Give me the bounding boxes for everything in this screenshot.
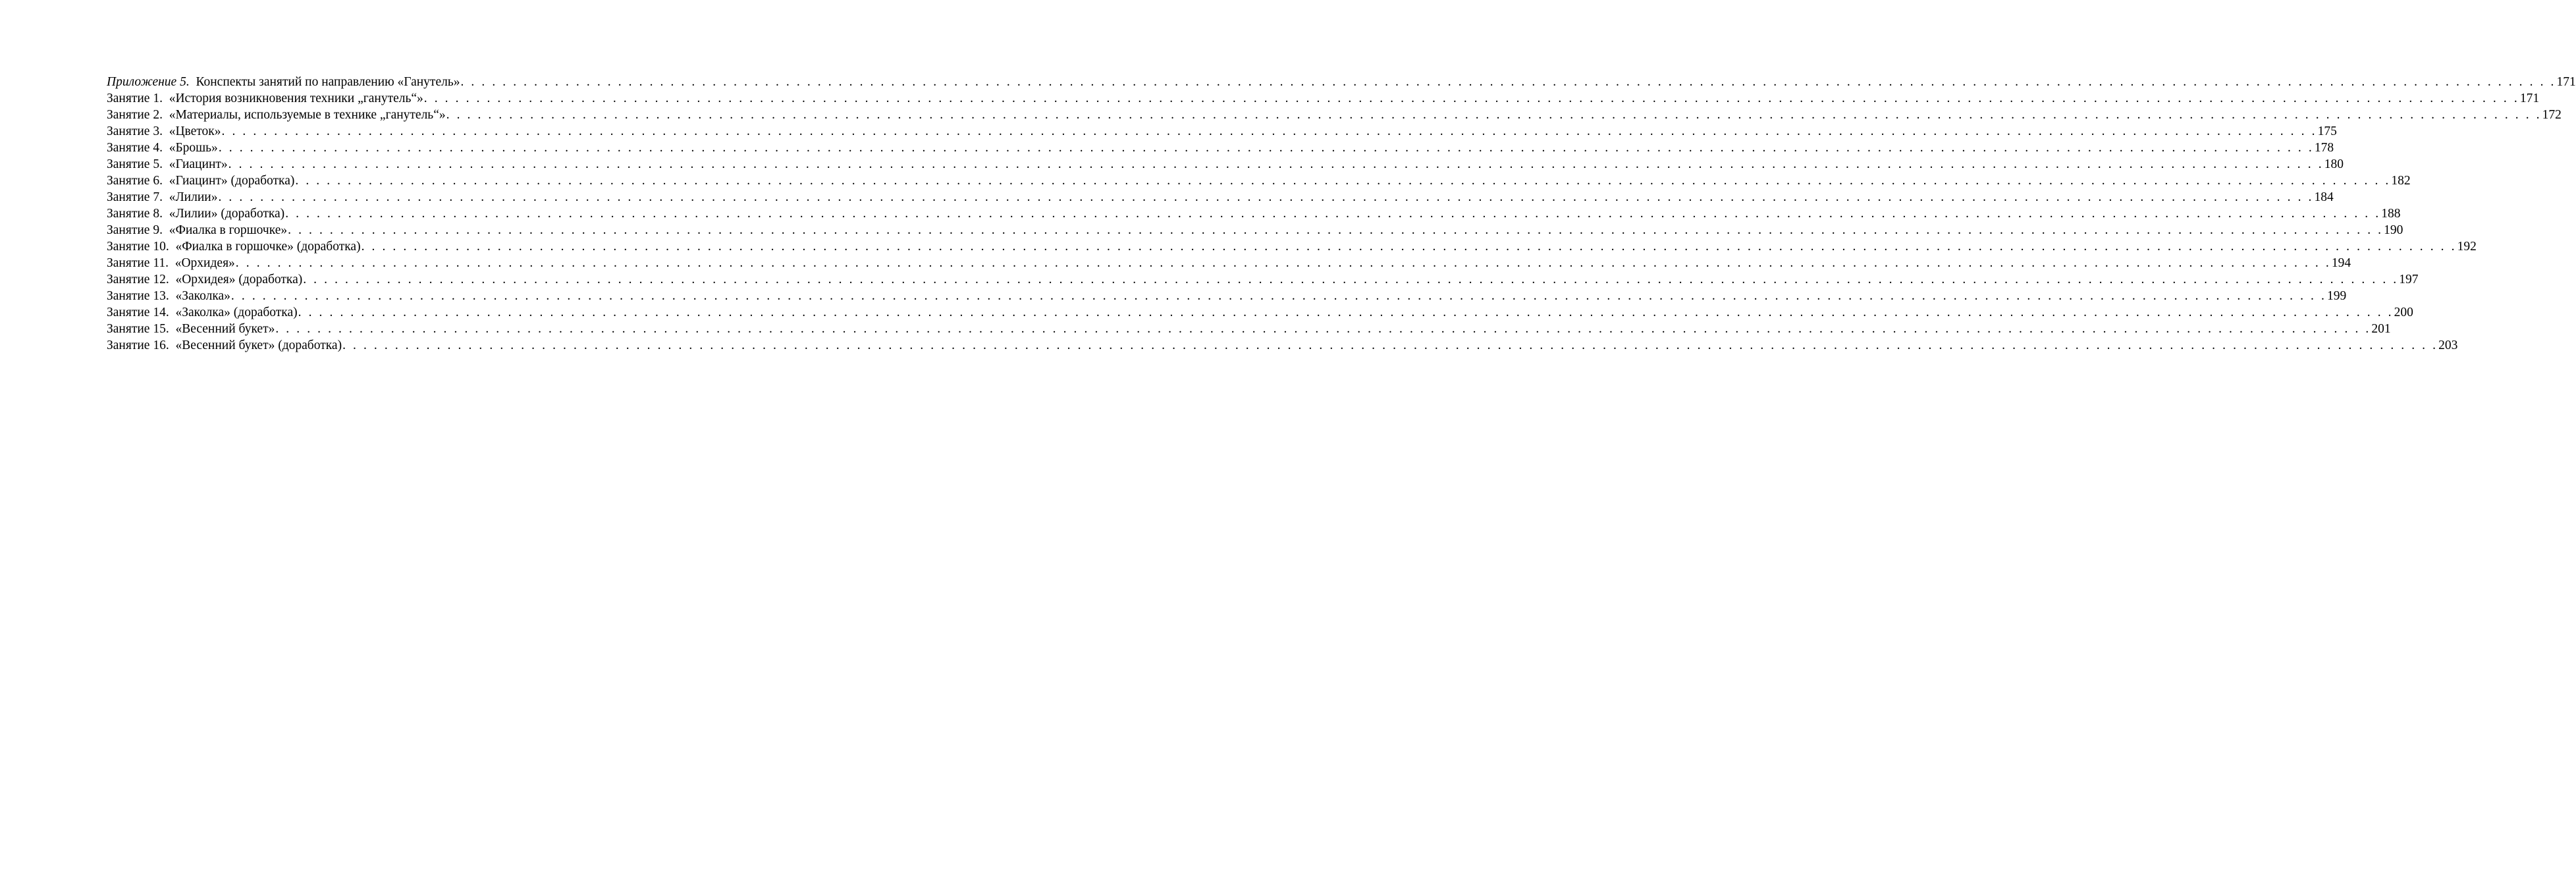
toc-entry-title bbox=[107, 140, 218, 156]
toc-entry-title bbox=[107, 288, 230, 304]
toc-entry-page-number: 188 bbox=[2381, 207, 2401, 221]
toc-entry-page-number: 200 bbox=[2394, 306, 2413, 319]
toc-entry bbox=[107, 156, 2344, 173]
toc-entry-number: Занятие 3. bbox=[107, 124, 163, 138]
toc-entry-title bbox=[107, 321, 275, 337]
toc-entry-text: «Весенний букет» bbox=[175, 322, 275, 336]
toc-entry-page-number: 197 bbox=[2399, 273, 2419, 286]
dot-leader: . . . . . . . . . . . . . . . . . . . . . . . . . . . . . . . . . . . . . . . . . . . . . . . . . . . . . . . . . . . . . . . . . . . . . . . . . . . . . . . . . . . . . . . . . . . . . . . . . . . . . . . . . . . . . . . . . . . . . . . . . . . . . . . . . . . . . . . . . . . . . . . . . . . . . . . . . . . . . . . . . . . . . . . . . . . . . . . . . . . . . . . . . . . . . . . . . . . . . . . . bbox=[288, 223, 2384, 237]
toc-entry-title bbox=[107, 255, 235, 271]
toc-entry-title bbox=[107, 189, 217, 205]
toc-entry-text: «Брошь» bbox=[169, 141, 218, 155]
toc-entry-number: Занятие 7. bbox=[107, 190, 163, 204]
toc-entry-number: Занятие 13. bbox=[107, 289, 169, 303]
table-of-contents bbox=[107, 74, 2576, 354]
dot-leader: . . . . . . . . . . . . . . . . . . . . . . . . . . . . . . . . . . . . . . . . . . . . . . . . . . . . . . . . . . . . . . . . . . . . . . . . . . . . . . . . . . . . . . . . . . . . . . . . . . . . . . . . . . . . . . . . . . . . . . . . . . . . . . . . . . . . . . . . . . . . . . . . . . . . . . . . . . . . . . . . . . . . . . . . . . . . . . . . . . . . . . . . . . . . . . . . . . . . . . . . bbox=[303, 273, 2399, 286]
toc-entry-title bbox=[107, 238, 361, 255]
toc-entry-number: Занятие 4. bbox=[107, 141, 163, 155]
toc-entry-title bbox=[107, 107, 446, 123]
dot-leader: . . . . . . . . . . . . . . . . . . . . . . . . . . . . . . . . . . . . . . . . . . . . . . . . . . . . . . . . . . . . . . . . . . . . . . . . . . . . . . . . . . . . . . . . . . . . . . . . . . . . . . . . . . . . . . . . . . . . . . . . . . . . . . . . . . . . . . . . . . . . . . . . . . . . . . . . . . . . . . . . . . . . . . . . . . . . . . . . . . . . . . . . . . . . . . . . . . . . . . . . bbox=[285, 207, 2381, 221]
toc-entry-page-number: 203 bbox=[2438, 339, 2458, 352]
toc-entry-page-number: 171 bbox=[2556, 75, 2576, 89]
toc-entry-text: «Лилии» (доработка) bbox=[169, 207, 285, 221]
toc-entry-text: «Материалы, используемые в технике „ганутель“» bbox=[169, 108, 446, 122]
dot-leader: . . . . . . . . . . . . . . . . . . . . . . . . . . . . . . . . . . . . . . . . . . . . . . . . . . . . . . . . . . . . . . . . . . . . . . . . . . . . . . . . . . . . . . . . . . . . . . . . . . . . . . . . . . . . . . . . . . . . . . . . . . . . . . . . . . . . . . . . . . . . . . . . . . . . . . . . . . . . . . . . . . . . . . . . . . . . . . . . . . . . . . . . . . . . . . . . . . . . . . . . bbox=[228, 157, 2324, 171]
toc-entry bbox=[107, 337, 2458, 354]
toc-entry bbox=[107, 140, 2334, 156]
toc-entry-title bbox=[107, 90, 423, 107]
toc-entry bbox=[107, 255, 2351, 271]
toc-entry-page-number: 178 bbox=[2314, 141, 2334, 155]
toc-entry-text: «Лилии» bbox=[169, 190, 218, 204]
toc-entry-number: Занятие 16. bbox=[107, 339, 169, 352]
toc-entry-number: Приложение 5. bbox=[107, 75, 190, 89]
toc-entry-number: Занятие 10. bbox=[107, 240, 169, 254]
toc-entry-title bbox=[107, 271, 302, 288]
toc-entry-title bbox=[107, 123, 221, 140]
toc-entry-title bbox=[107, 156, 228, 173]
toc-entry-page-number: 192 bbox=[2457, 240, 2477, 254]
toc-entry bbox=[107, 90, 2540, 107]
dot-leader: . . . . . . . . . . . . . . . . . . . . . . . . . . . . . . . . . . . . . . . . . . . . . . . . . . . . . . . . . . . . . . . . . . . . . . . . . . . . . . . . . . . . . . . . . . . . . . . . . . . . . . . . . . . . . . . . . . . . . . . . . . . . . . . . . . . . . . . . . . . . . . . . . . . . . . . . . . . . . . . . . . . . . . . . . . . . . . . . . . . . . . . . . . . . . . . . . . . . . . . . bbox=[361, 240, 2457, 254]
toc-entry-text: «Заколка» bbox=[175, 289, 230, 303]
toc-entry-text: Конспекты занятий по направлению «Ганутель» bbox=[196, 75, 460, 89]
dot-leader: . . . . . . . . . . . . . . . . . . . . . . . . . . . . . . . . . . . . . . . . . . . . . . . . . . . . . . . . . . . . . . . . . . . . . . . . . . . . . . . . . . . . . . . . . . . . . . . . . . . . . . . . . . . . . . . . . . . . . . . . . . . . . . . . . . . . . . . . . . . . . . . . . . . . . . . . . . . . . . . . . . . . . . . . . . . . . . . . . . . . . . . . . . . . . . . . . . . . . . . . bbox=[275, 322, 2371, 336]
toc-entry-title bbox=[107, 222, 287, 238]
toc-entry-page-number: 172 bbox=[2542, 108, 2562, 122]
dot-leader: . . . . . . . . . . . . . . . . . . . . . . . . . . . . . . . . . . . . . . . . . . . . . . . . . . . . . . . . . . . . . . . . . . . . . . . . . . . . . . . . . . . . . . . . . . . . . . . . . . . . . . . . . . . . . . . . . . . . . . . . . . . . . . . . . . . . . . . . . . . . . . . . . . . . . . . . . . . . . . . . . . . . . . . . . . . . . . . . . . . . . . . . . . . . . . . . . . . . . . . . bbox=[423, 92, 2519, 105]
toc-entry bbox=[107, 271, 2419, 288]
toc-entry-text: «Орхидея» (доработка) bbox=[175, 273, 303, 286]
dot-leader: . . . . . . . . . . . . . . . . . . . . . . . . . . . . . . . . . . . . . . . . . . . . . . . . . . . . . . . . . . . . . . . . . . . . . . . . . . . . . . . . . . . . . . . . . . . . . . . . . . . . . . . . . . . . . . . . . . . . . . . . . . . . . . . . . . . . . . . . . . . . . . . . . . . . . . . . . . . . . . . . . . . . . . . . . . . . . . . . . . . . . . . . . . . . . . . . . . . . . . . . bbox=[446, 108, 2542, 122]
toc-entry-title bbox=[107, 304, 298, 321]
toc-entry-title bbox=[107, 74, 460, 90]
toc-entry-text: «Фиалка в горшочке» (доработка) bbox=[175, 240, 361, 254]
toc-entry bbox=[107, 123, 2337, 140]
dot-leader: . . . . . . . . . . . . . . . . . . . . . . . . . . . . . . . . . . . . . . . . . . . . . . . . . . . . . . . . . . . . . . . . . . . . . . . . . . . . . . . . . . . . . . . . . . . . . . . . . . . . . . . . . . . . . . . . . . . . . . . . . . . . . . . . . . . . . . . . . . . . . . . . . . . . . . . . . . . . . . . . . . . . . . . . . . . . . . . . . . . . . . . . . . . . . . . . . . . . . . . . bbox=[218, 190, 2314, 204]
toc-entry-text: «История возникновения техники „ганутель“» bbox=[169, 92, 423, 105]
toc-entry bbox=[107, 222, 2403, 238]
toc-entry-page-number: 175 bbox=[2317, 124, 2337, 138]
toc-entry-text: «Гиацинт» bbox=[169, 157, 228, 171]
toc-entry-number: Занятие 8. bbox=[107, 207, 163, 221]
toc-entry-number: Занятие 12. bbox=[107, 273, 169, 286]
toc-entry-number: Занятие 11. bbox=[107, 256, 169, 270]
toc-entry-text: «Орхидея» bbox=[174, 256, 235, 270]
dot-leader: . . . . . . . . . . . . . . . . . . . . . . . . . . . . . . . . . . . . . . . . . . . . . . . . . . . . . . . . . . . . . . . . . . . . . . . . . . . . . . . . . . . . . . . . . . . . . . . . . . . . . . . . . . . . . . . . . . . . . . . . . . . . . . . . . . . . . . . . . . . . . . . . . . . . . . . . . . . . . . . . . . . . . . . . . . . . . . . . . . . . . . . . . . . . . . . . . . . . . . . . bbox=[221, 124, 2317, 138]
dot-leader: . . . . . . . . . . . . . . . . . . . . . . . . . . . . . . . . . . . . . . . . . . . . . . . . . . . . . . . . . . . . . . . . . . . . . . . . . . . . . . . . . . . . . . . . . . . . . . . . . . . . . . . . . . . . . . . . . . . . . . . . . . . . . . . . . . . . . . . . . . . . . . . . . . . . . . . . . . . . . . . . . . . . . . . . . . . . . . . . . . . . . . . . . . . . . . . . . . . . . . . . bbox=[218, 141, 2314, 155]
toc-entry-page-number: 184 bbox=[2314, 190, 2334, 204]
toc-entry-page-number: 199 bbox=[2326, 289, 2347, 303]
toc-entry-number: Занятие 6. bbox=[107, 174, 163, 188]
toc-entry-number: Занятие 2. bbox=[107, 108, 163, 122]
dot-leader: . . . . . . . . . . . . . . . . . . . . . . . . . . . . . . . . . . . . . . . . . . . . . . . . . . . . . . . . . . . . . . . . . . . . . . . . . . . . . . . . . . . . . . . . . . . . . . . . . . . . . . . . . . . . . . . . . . . . . . . . . . . . . . . . . . . . . . . . . . . . . . . . . . . . . . . . . . . . . . . . . . . . . . . . . . . . . . . . . . . . . . . . . . . . . . . . . . . . . . . . bbox=[230, 289, 2326, 303]
toc-entry-page-number: 182 bbox=[2391, 174, 2411, 188]
toc-entry-text: «Заколка» (доработка) bbox=[175, 306, 298, 319]
toc-entry-number: Занятие 5. bbox=[107, 157, 163, 171]
toc-entry bbox=[107, 205, 2401, 222]
toc-entry-number: Занятие 9. bbox=[107, 223, 163, 237]
toc-entry bbox=[107, 107, 2562, 123]
toc-entry-number: Занятие 14. bbox=[107, 306, 169, 319]
toc-entry-page-number: 190 bbox=[2384, 223, 2403, 237]
toc-entry-page-number: 171 bbox=[2519, 92, 2540, 105]
toc-entry bbox=[107, 74, 2576, 90]
toc-entry-page-number: 180 bbox=[2324, 157, 2344, 171]
toc-entry-page-number: 194 bbox=[2331, 256, 2351, 270]
toc-entry-title bbox=[107, 205, 284, 222]
toc-entry-text: «Фиалка в горшочке» bbox=[169, 223, 288, 237]
toc-entry bbox=[107, 288, 2347, 304]
toc-entry-number: Занятие 1. bbox=[107, 92, 163, 105]
dot-leader: . . . . . . . . . . . . . . . . . . . . . . . . . . . . . . . . . . . . . . . . . . . . . . . . . . . . . . . . . . . . . . . . . . . . . . . . . . . . . . . . . . . . . . . . . . . . . . . . . . . . . . . . . . . . . . . . . . . . . . . . . . . . . . . . . . . . . . . . . . . . . . . . . . . . . . . . . . . . . . . . . . . . . . . . . . . . . . . . . . . . . . . . . . . . . . . . . . . . . . . . bbox=[295, 174, 2391, 188]
dot-leader: . . . . . . . . . . . . . . . . . . . . . . . . . . . . . . . . . . . . . . . . . . . . . . . . . . . . . . . . . . . . . . . . . . . . . . . . . . . . . . . . . . . . . . . . . . . . . . . . . . . . . . . . . . . . . . . . . . . . . . . . . . . . . . . . . . . . . . . . . . . . . . . . . . . . . . . . . . . . . . . . . . . . . . . . . . . . . . . . . . . . . . . . . . . . . . . . . . . . . . . . bbox=[235, 256, 2331, 270]
toc-entry-page-number: 201 bbox=[2371, 322, 2391, 336]
dot-leader: . . . . . . . . . . . . . . . . . . . . . . . . . . . . . . . . . . . . . . . . . . . . . . . . . . . . . . . . . . . . . . . . . . . . . . . . . . . . . . . . . . . . . . . . . . . . . . . . . . . . . . . . . . . . . . . . . . . . . . . . . . . . . . . . . . . . . . . . . . . . . . . . . . . . . . . . . . . . . . . . . . . . . . . . . . . . . . . . . . . . . . . . . . . . . . . . . . . . . . . . bbox=[342, 339, 2438, 352]
toc-entry bbox=[107, 321, 2391, 337]
toc-entry-title bbox=[107, 173, 294, 189]
toc-entry bbox=[107, 304, 2413, 321]
toc-entry-title bbox=[107, 337, 342, 354]
toc-entry bbox=[107, 189, 2334, 205]
dot-leader: . . . . . . . . . . . . . . . . . . . . . . . . . . . . . . . . . . . . . . . . . . . . . . . . . . . . . . . . . . . . . . . . . . . . . . . . . . . . . . . . . . . . . . . . . . . . . . . . . . . . . . . . . . . . . . . . . . . . . . . . . . . . . . . . . . . . . . . . . . . . . . . . . . . . . . . . . . . . . . . . . . . . . . . . . . . . . . . . . . . . . . . . . . . . . . . . . . . . . . . . bbox=[298, 306, 2394, 319]
toc-entry-text: «Весенний букет» (доработка) bbox=[175, 339, 342, 352]
toc-entry bbox=[107, 238, 2477, 255]
toc-entry-text: «Цветок» bbox=[169, 124, 221, 138]
toc-entry bbox=[107, 173, 2411, 189]
toc-entry-text: «Гиацинт» (доработка) bbox=[169, 174, 295, 188]
dot-leader: . . . . . . . . . . . . . . . . . . . . . . . . . . . . . . . . . . . . . . . . . . . . . . . . . . . . . . . . . . . . . . . . . . . . . . . . . . . . . . . . . . . . . . . . . . . . . . . . . . . . . . . . . . . . . . . . . . . . . . . . . . . . . . . . . . . . . . . . . . . . . . . . . . . . . . . . . . . . . . . . . . . . . . . . . . . . . . . . . . . . . . . . . . . . . . . . . . . . . . . . bbox=[460, 75, 2556, 89]
toc-entry-number: Занятие 15. bbox=[107, 322, 169, 336]
